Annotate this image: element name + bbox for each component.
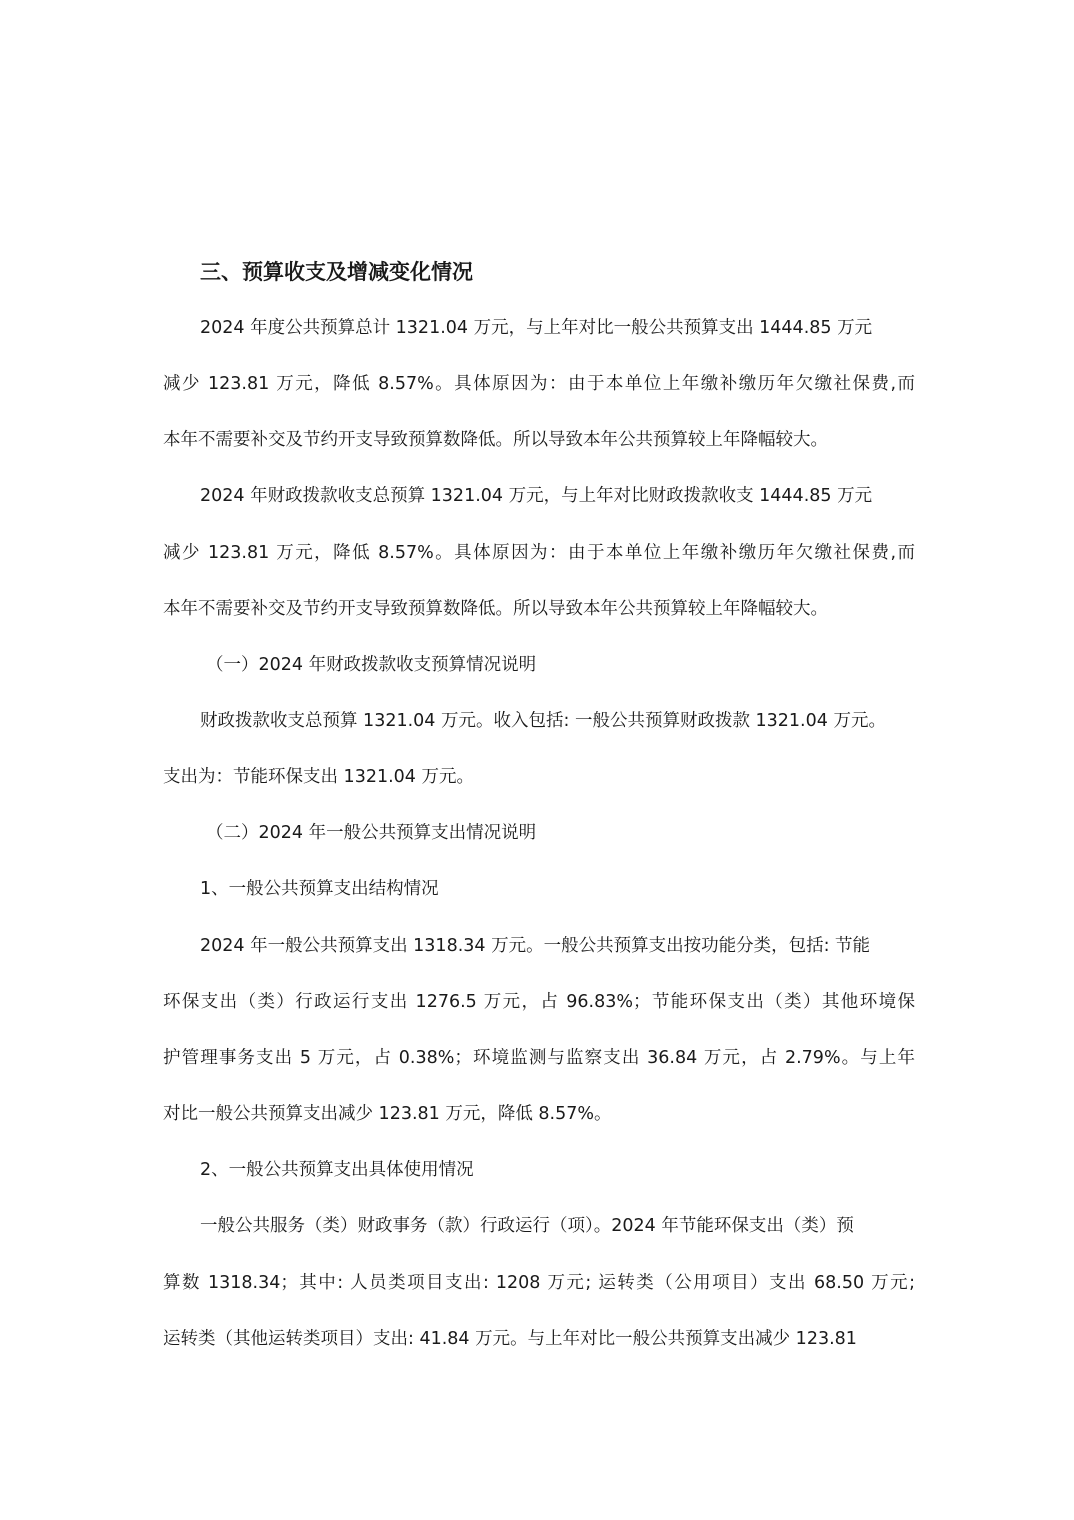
subheading-2: （二）2024 年一般公共预算支出情况说明: [206, 823, 537, 843]
paragraph-line: 环保支出（类）行政运行支出 1276.5 万元，占 96.83%；节能环保支出（类）其他环境保: [163, 992, 915, 1012]
paragraph-line: 一般公共服务（类）财政事务（款）行政运行（项）。2024 年节能环保支出（类）预: [200, 1216, 854, 1236]
paragraph-line: 2024 年一般公共预算支出 1318.34 万元。一般公共预算支出按功能分类，包括: 节能: [200, 936, 871, 956]
subheading-2-2: 2、一般公共预算支出具体使用情况: [200, 1160, 474, 1180]
paragraph-line: 本年不需要补交及节约开支导致预算数降低。所以导致本年公共预算较上年降幅较大。: [163, 599, 828, 619]
subheading-2-1: 1、一般公共预算支出结构情况: [200, 879, 439, 899]
paragraph-line: 护管理事务支出 5 万元，占 0.38%；环境监测与监察支出 36.84 万元，占 2.79%。与上年: [163, 1048, 915, 1068]
paragraph-line: 减少 123.81 万元，降低 8.57%。具体原因为：由于本单位上年缴补缴历年欠缴社保费,而: [163, 543, 915, 563]
paragraph-line: 2024 年财政拨款收支总预算 1321.04 万元，与上年对比财政拨款收支 1444.85 万元: [200, 486, 873, 506]
paragraph-line: 对比一般公共预算支出减少 123.81 万元，降低 8.57%。: [163, 1104, 612, 1124]
section-heading: 三、预算收支及增减变化情况: [200, 260, 473, 284]
subheading-1: （一）2024 年财政拨款收支预算情况说明: [206, 655, 537, 675]
paragraph-line: 2024 年度公共预算总计 1321.04 万元，与上年对比一般公共预算支出 1444.85 万元: [200, 318, 873, 338]
paragraph-line: 支出为：节能环保支出 1321.04 万元。: [163, 767, 474, 787]
paragraph-line: 财政拨款收支总预算 1321.04 万元。收入包括: 一般公共预算财政拨款 1321.04 万元。: [200, 711, 886, 731]
paragraph-line: 运转类（其他运转类项目）支出: 41.84 万元。与上年对比一般公共预算支出减少 123.81: [163, 1329, 857, 1349]
paragraph-line: 算数 1318.34；其中: 人员类项目支出: 1208 万元; 运转类（公用项目）支出 68.50 万元;: [163, 1273, 915, 1293]
paragraph-line: 本年不需要补交及节约开支导致预算数降低。所以导致本年公共预算较上年降幅较大。: [163, 430, 828, 450]
paragraph-line: 减少 123.81 万元，降低 8.57%。具体原因为：由于本单位上年缴补缴历年欠缴社保费,而: [163, 374, 915, 394]
